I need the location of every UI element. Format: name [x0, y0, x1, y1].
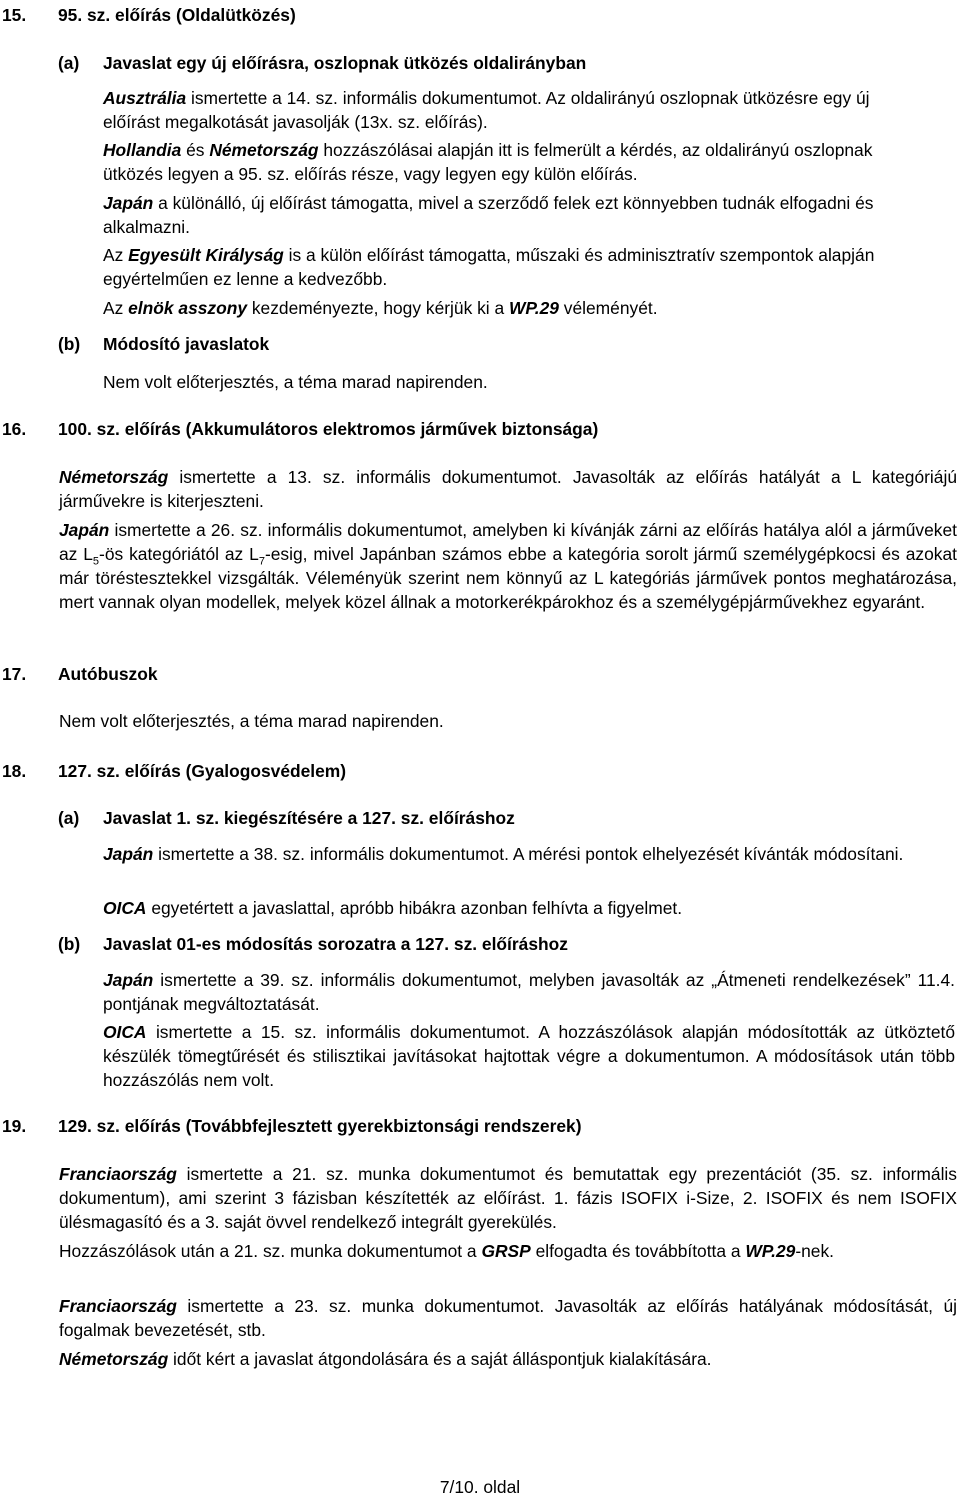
country-name: Hollandia: [103, 140, 182, 160]
paragraph: [103, 138, 913, 186]
section-number: 16.: [2, 419, 27, 439]
section-number: 19.: [2, 1116, 27, 1136]
paragraph: [59, 1294, 957, 1342]
country-name: Franciaország: [59, 1164, 177, 1184]
section-title: 95. sz. előírás (Oldalütközés): [58, 5, 296, 25]
paragraph: Nem volt előterjesztés, a téma marad napirenden.: [59, 711, 444, 731]
organization-name: OICA: [103, 1022, 147, 1042]
section-title: 100. sz. előírás (Akkumulátoros elektromos járművek biztonsága): [58, 419, 599, 439]
subsection-label: (a): [58, 53, 80, 73]
country-name: Japán: [59, 520, 110, 540]
body-name: WP.29: [745, 1241, 796, 1261]
subsection-title: Javaslat 1. sz. kiegészítésére a 127. sz. előíráshoz: [103, 808, 515, 828]
country-name: Japán: [103, 193, 154, 213]
paragraph-text: ismertette a 38. sz. informális dokumentumot. A mérési pontok elhelyezését kívánták módosítani.: [153, 844, 904, 864]
paragraph: [59, 1162, 957, 1234]
paragraph-text: ismertette a 14. sz. informális dokumentumot. Az oldalirányú oszlopnak ütközésre egy új előírást megalkotását javasolják (13x. sz. előírás).: [103, 88, 870, 132]
paragraph: [59, 518, 957, 614]
section-17-heading: [2, 662, 158, 686]
subsection-15b-heading: [58, 332, 270, 356]
paragraph-text: hozzászólásai alapján itt is felmerült a kérdés, az oldalirányú oszlopnak ütközés legyen a 95. sz. előírás része, vagy legyen egy külön előírás.: [103, 140, 873, 184]
paragraph-text: -nek.: [795, 1241, 834, 1261]
section-number: 17.: [2, 664, 27, 684]
subsection-label: (b): [58, 934, 81, 954]
section-19-heading: [2, 1114, 582, 1138]
paragraph: [59, 1239, 957, 1263]
paragraph-text: egyetértett a javaslattal, apróbb hibákra azonban felhívta a figyelmet.: [146, 898, 683, 918]
page-number: 7/10. oldal: [439, 1477, 521, 1497]
paragraph: [103, 86, 913, 134]
paragraph-text: a különálló, új előírást támogatta, mivel a szerződő felek ezt könnyebben tudnák elfogadni és alkalmazni.: [103, 193, 874, 237]
paragraph-text: is a külön előírást támogatta, műszaki és adminisztratív szempontok alapján egyértelműen ez lenne a kedvezőbb.: [103, 245, 875, 289]
section-title: Autóbuszok: [58, 664, 158, 684]
organization-name: OICA: [103, 898, 147, 918]
paragraph: [103, 842, 955, 866]
paragraph-text: véleményét.: [558, 298, 658, 318]
paragraph-text: kezdeményezte, hogy kérjük ki a: [247, 298, 509, 318]
paragraph-text: Az: [103, 298, 129, 318]
country-name: Németország: [209, 140, 319, 160]
paragraph-text: időt kért a javaslat átgondolására és a saját álláspontjuk kialakítására.: [168, 1349, 712, 1369]
body-name: WP.29: [509, 298, 559, 318]
paragraph-text: ismertette a 23. sz. munka dokumentumot. Javasolták az előírás hatályának módosítását, új fogalmak bevezetését, stb.: [59, 1296, 957, 1340]
section-title: 129. sz. előírás (Továbbfejlesztett gyerekbiztonsági rendszerek): [58, 1116, 582, 1136]
section-title: 127. sz. előírás (Gyalogosvédelem): [58, 761, 347, 781]
paragraph-text: ismertette a 13. sz. informális dokumentumot. Javasolták az előírás hatályát a L kategóriájú járművekre is kiterjeszteni.: [59, 467, 957, 511]
paragraph-text: és: [181, 140, 210, 160]
role-name: elnök asszony: [128, 298, 248, 318]
section-18-heading: [2, 759, 347, 783]
subsection-label: (a): [58, 808, 80, 828]
section-number: 18.: [2, 761, 27, 781]
country-name: Japán: [103, 844, 154, 864]
organization-name: GRSP: [481, 1241, 531, 1261]
paragraph-text: ismertette a 26. sz. informális dokumentumot, amelyben ki kívánják zárni az előírás hatálya alól a járműveket az L: [59, 520, 957, 564]
paragraph-text: ismertette a 15. sz. informális dokumentumot. A hozzászólások alapján módosították az ütköztető készülék tömegtűrését és stilisztikai javításokat hajtottak végre a dokumentumon. A módosítások után több hozzászólás nem volt.: [103, 1022, 955, 1090]
paragraph: [59, 465, 957, 513]
paragraph-text: -esig, mivel Japánban számos ebbe a kategória sorolt jármű személygépkocsi és azokat már töréstesztekkel vizsgálták. Véleményük szerint nem könnyű az L kategóriás járművek pontos meghatározása, mert vannak olyan modellek, melyek közel állnak a motorkerékpárokhoz és a személygépjárművekhez egyaránt.: [59, 544, 957, 612]
subsection-18b-heading: [58, 932, 568, 956]
subsection-title: Módosító javaslatok: [103, 334, 270, 354]
paragraph: [103, 243, 913, 291]
subsection-18a-heading: [58, 806, 515, 830]
country-name: Ausztrália: [103, 88, 187, 108]
paragraph: Nem volt előterjesztés, a téma marad napirenden.: [103, 372, 488, 392]
subscript: 5: [92, 555, 100, 568]
subscript: 7: [258, 555, 265, 568]
section-number: 15.: [2, 5, 27, 25]
paragraph-text: Hozzászólások után a 21. sz. munka dokumentumot a: [59, 1241, 482, 1261]
paragraph: [103, 1020, 955, 1092]
section-16-heading: [2, 417, 599, 441]
paragraph: [103, 896, 955, 920]
paragraph: [59, 1347, 957, 1371]
paragraph-text: -ös kategóriától az L: [99, 544, 259, 564]
subsection-title: Javaslat 01-es módosítás sorozatra a 127. sz. előíráshoz: [103, 934, 568, 954]
paragraph-text: ismertette a 39. sz. informális dokumentumot, melyben javasolták az „Átmeneti rendelkezések” 11.4. pontjának megváltoztatását.: [103, 970, 955, 1014]
subsection-title: Javaslat egy új előírásra, oszlopnak ütközés oldalirányban: [103, 53, 587, 73]
paragraph: [103, 191, 913, 239]
section-15-heading: [2, 3, 296, 27]
paragraph: [103, 296, 913, 320]
country-name: Németország: [59, 467, 169, 487]
paragraph-text: Az: [103, 245, 129, 265]
paragraph: [103, 968, 955, 1016]
country-name: Franciaország: [59, 1296, 177, 1316]
country-name: Japán: [103, 970, 154, 990]
subsection-15a-heading: [58, 51, 587, 75]
paragraph-text: elfogadta és továbbította a: [530, 1241, 746, 1261]
subsection-label: (b): [58, 334, 81, 354]
country-name: Egyesült Királyság: [128, 245, 284, 265]
country-name: Németország: [59, 1349, 169, 1369]
paragraph-text: ismertette a 21. sz. munka dokumentumot és bemutattak egy prezentációt (35. sz. informális dokumentum), ami szerint 3 fázisban készítették az előírást. 1. fázis ISOFIX i-Size, 2. ISOFIX és nem ISOFIX ülésmagasító és a 3. saját övvel rendelkező integrált gyerekülés.: [59, 1164, 957, 1232]
